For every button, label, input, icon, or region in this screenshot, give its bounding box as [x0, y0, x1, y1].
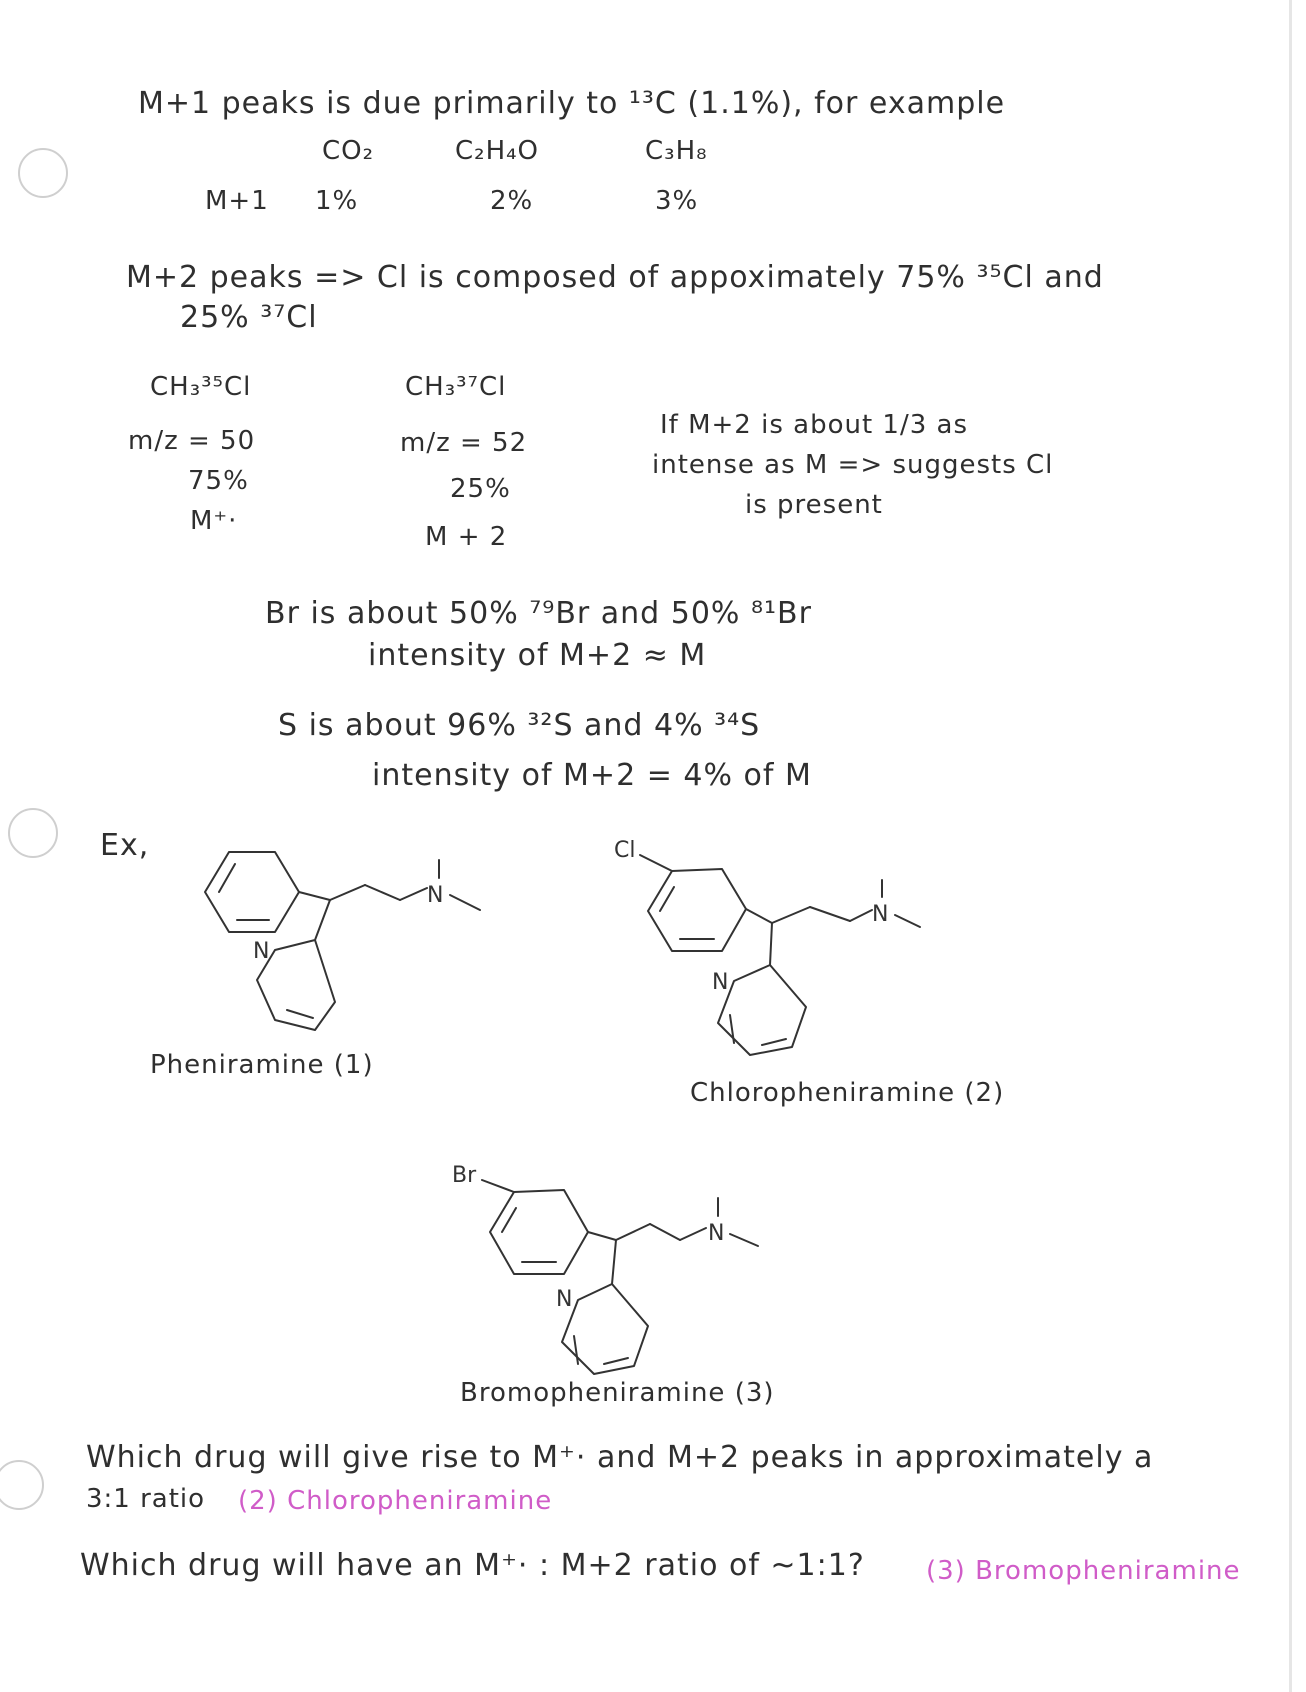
punch-hole-bottom: [0, 1460, 44, 1510]
example-label: Ex,: [100, 828, 150, 863]
chlorine-left-pct: 75%: [188, 466, 249, 496]
structure-pheniramine: [195, 840, 515, 1070]
intro-val-3: 3%: [655, 186, 699, 216]
bromopheniramine-substituent: Br: [452, 1163, 477, 1188]
bromopheniramine-label: Bromopheniramine (3): [460, 1378, 775, 1408]
pheniramine-label: Pheniramine (1): [150, 1050, 374, 1080]
page-edge: [1289, 0, 1292, 1692]
chlorine-note-1: If M+2 is about 1/3 as: [660, 410, 969, 440]
chloropheniramine-label: Chloropheniramine (2): [690, 1078, 1005, 1108]
structure-bromopheniramine: [448, 1160, 808, 1400]
question-2-answer: (3) Bromopheniramine: [926, 1556, 1241, 1586]
chlorine-left-mz: m/z = 50: [128, 426, 256, 456]
intro-col-co2: CO₂: [322, 136, 375, 166]
bromopheniramine-amine-n: N: [708, 1221, 725, 1246]
sulfur-line-2: intensity of M+2 = 4% of M: [372, 758, 812, 793]
question-1-answer: (2) Chloropheniramine: [238, 1486, 553, 1516]
intro-row-label: M+1: [205, 186, 269, 216]
pheniramine-amine-n: N: [427, 883, 444, 908]
chlorine-right-formula: CH₃³⁷Cl: [405, 372, 507, 402]
chlorine-right-ion: M + 2: [425, 522, 508, 552]
punch-hole-middle: [8, 808, 58, 858]
bromopheniramine-pyridine-n: N: [556, 1287, 573, 1312]
chlorine-right-pct: 25%: [450, 474, 511, 504]
intro-col-c3h8: C₃H₈: [645, 136, 708, 166]
question-1-line-2: 3:1 ratio: [86, 1484, 206, 1514]
bromine-line-2: intensity of M+2 ≈ M: [368, 638, 707, 673]
pheniramine-pyridine-n: N: [253, 939, 270, 964]
chloropheniramine-substituent: Cl: [614, 838, 636, 863]
sulfur-line-1: S is about 96% ³²S and 4% ³⁴S: [278, 708, 761, 743]
question-1-line-1: Which drug will give rise to M⁺· and M+2 peaks in approximately a: [86, 1440, 1154, 1475]
chloropheniramine-pyridine-n: N: [712, 970, 729, 995]
intro-val-1: 1%: [315, 186, 359, 216]
intro-line: M+1 peaks is due primarily to ¹³C (1.1%), for example: [138, 86, 1006, 121]
structure-chloropheniramine: [610, 835, 970, 1075]
intro-val-2: 2%: [490, 186, 534, 216]
chlorine-left-ion: M⁺·: [190, 506, 238, 536]
chloropheniramine-amine-n: N: [872, 902, 889, 927]
chlorine-note-2: intense as M => suggests Cl: [652, 450, 1054, 480]
chlorine-note-3: is present: [745, 490, 883, 520]
chlorine-line-2: 25% ³⁷Cl: [180, 300, 318, 335]
question-2: Which drug will have an M⁺· : M+2 ratio of ~1:1?: [80, 1548, 865, 1583]
bromine-line-1: Br is about 50% ⁷⁹Br and 50% ⁸¹Br: [265, 596, 812, 631]
chlorine-right-mz: m/z = 52: [400, 428, 528, 458]
intro-col-c2h4o: C₂H₄O: [455, 136, 540, 166]
chlorine-line-1: M+2 peaks => Cl is composed of appoximately 75% ³⁵Cl and: [126, 260, 1104, 295]
chlorine-left-formula: CH₃³⁵Cl: [150, 372, 252, 402]
punch-hole-top: [18, 148, 68, 198]
